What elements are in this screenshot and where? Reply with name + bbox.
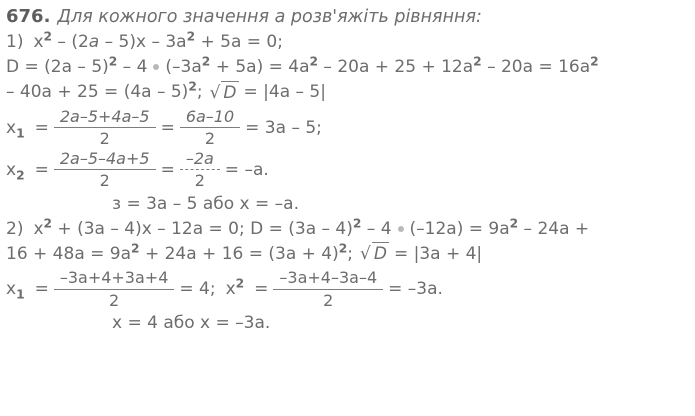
document-page — [0, 6, 695, 416]
part1-equation-line — [6, 31, 695, 54]
part1-label: 1) — [6, 32, 24, 52]
d-part-b: $(-3a^2 + 5a) = 4a^2 - 20a + 25 + 12a^2 - 20a = 16a^2$ — [165, 54, 599, 77]
sqrt-d-icon: √ D — [209, 82, 237, 103]
x2-label: $x_2$ — [6, 159, 25, 183]
part2-x1-denominator: 2 — [54, 289, 175, 310]
x1-label: $x_1$ — [6, 117, 25, 140]
x2-fraction-1 — [54, 149, 156, 190]
x1-denominator: 2 — [54, 127, 156, 148]
x2-denominator: 2 — [54, 169, 156, 190]
task-number: 676. — [6, 6, 51, 27]
x1-equals: = — [34, 117, 49, 138]
part1-x2-line — [6, 149, 695, 190]
part2-answer-line — [112, 312, 695, 335]
part2-label: 2) — [6, 218, 24, 239]
part1-equation: $x^2 - (2a - 5)x - 3a^2 + 5a = 0$; — [33, 29, 283, 52]
x1-fraction-1 — [54, 107, 156, 148]
part2-x1-equals: = — [34, 279, 49, 300]
x2-numerator-2: –2a — [185, 149, 214, 169]
part2-x2-denominator: 2 — [273, 289, 383, 310]
x1-result: = 3a – 5; — [245, 117, 322, 138]
part2-x1-line — [6, 268, 695, 309]
part2-line-2 — [6, 242, 695, 266]
part2-x1-numerator: –3a+4+3a+4 — [59, 268, 169, 288]
part2-text-c: $16 + 48a = 9a^2 + 24a + 16 = (3a + 4)^2$; — [6, 241, 353, 264]
part1-answer-line — [112, 193, 695, 216]
x1-fraction-2 — [180, 107, 240, 148]
x1-equals-2: = — [160, 117, 175, 138]
x2-numerator: 2a–5–4a+5 — [59, 149, 150, 169]
d-part-d: = |4a – 5| — [243, 82, 326, 103]
part2-answer: x = 4 або x = –3a. — [112, 312, 271, 333]
x2-equals-2: = — [160, 159, 175, 180]
part2-text-d: = |3a + 4| — [393, 243, 483, 264]
part2-text-a: $x^2 + (3a - 4)x - 12a = 0$; D = (3a – 4)$^2$ – 4 — [33, 215, 392, 239]
task-heading — [6, 6, 695, 27]
part2-x1-fraction — [54, 268, 175, 309]
part2-x2-numerator: –3a+4–3a–4 — [279, 268, 378, 288]
d-part-c: – 40a + 25 = (4a – 5)$^2$; — [6, 79, 203, 103]
part1-x1-line — [6, 107, 695, 148]
x1-numerator: 2a–5+4a–5 — [59, 106, 150, 126]
part1-discriminant-line-2 — [6, 81, 695, 105]
part2-x2-fraction — [273, 268, 383, 309]
x2-fraction-2 — [180, 149, 220, 190]
x2-result: = –a. — [224, 159, 269, 180]
x2-denominator-2: 2 — [180, 169, 220, 190]
part2-x1-label: $x_1$ — [6, 279, 25, 302]
part2-x2-label: $x^2$ — [225, 276, 245, 300]
sqrt-d-icon-2: √ D — [360, 244, 387, 265]
part1-discriminant-line-1 — [6, 56, 695, 79]
task-instruction: Для кожного значення a розв'яжіть рівняння: — [57, 6, 482, 27]
part2-x1-result: = 4; — [179, 279, 216, 300]
part2-x2-equals: = — [254, 279, 269, 300]
part2-x2-result: = –3a. — [388, 279, 443, 300]
x2-equals: = — [34, 159, 49, 180]
part2-line-1 — [6, 215, 695, 241]
x1-numerator-2: 6a–10 — [185, 106, 235, 126]
part2-text-b: $(-12a) = 9a^2 - 24a$ + — [409, 215, 590, 239]
multiplication-dot-icon — [153, 64, 159, 70]
x1-denominator-2: 2 — [180, 127, 240, 148]
multiplication-dot-icon-2 — [398, 226, 404, 232]
part1-answer: з = 3a – 5 або x = –a. — [112, 193, 299, 214]
d-part-a: D = (2a – 5)$^2$ – 4 — [6, 54, 148, 77]
